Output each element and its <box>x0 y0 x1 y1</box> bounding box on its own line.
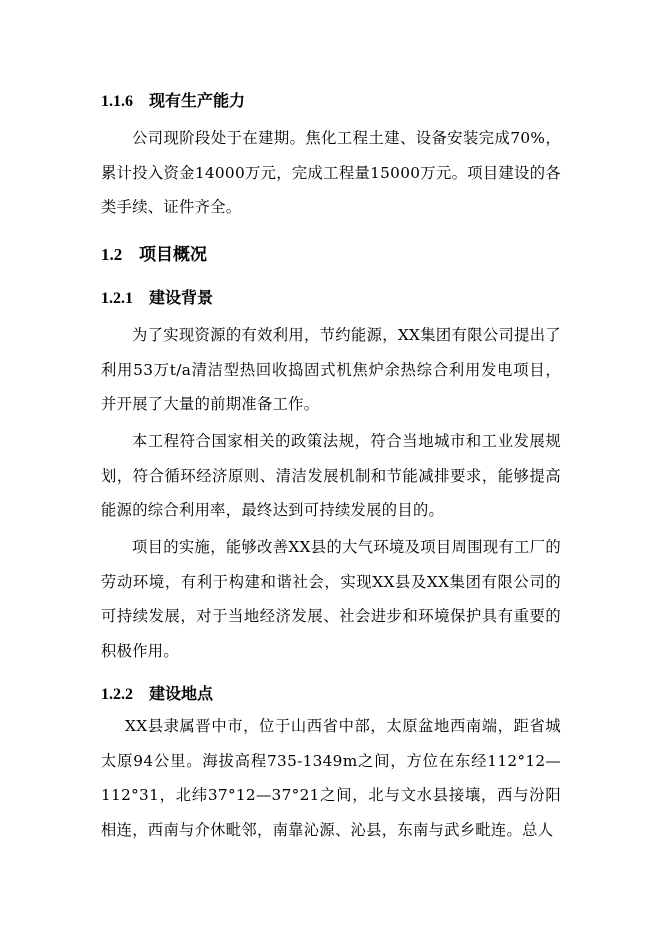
paragraph: 项目的实施，能够改善XX县的大气环境及项目周围现有工厂的劳动环境，有利于构建和谐社会，实现XX县及XX集团有限公司的可持续发展，对于当地经济发展、社会进步和环境保护具有重要的积极作用。 <box>101 538 561 660</box>
paragraph: 为了实现资源的有效利用，节约能源，XX集团有限公司提出了利用53万t/a清洁型热回收捣固式机焦炉余热综合利用发电项目，并开展了大量的前期准备工作。 <box>101 326 561 413</box>
heading-title: 建设背景 <box>149 288 214 307</box>
heading-1-2-2 <box>101 681 213 704</box>
heading-1-2 <box>101 240 207 265</box>
heading-title: 项目概况 <box>139 245 207 265</box>
heading-number: 1.1.6 <box>101 93 133 110</box>
heading-title: 建设地点 <box>149 684 214 703</box>
heading-title: 现有生产能力 <box>149 91 246 110</box>
heading-1-2-1 <box>101 285 213 308</box>
heading-number: 1.2 <box>101 245 123 264</box>
paragraph: XX县隶属晋中市，位于山西省中部，太原盆地西南端，距省城太原94公里。海拔高程735-1349m之间，方位在东经112°12—112°31，北纬37°12—37°21之间，北与文水县接壤，西与汾阳相连，西南与介休毗邻，南靠沁源、沁县，东南与武乡毗连。总人 <box>101 717 561 839</box>
heading-1-1-6 <box>101 88 245 111</box>
paragraph: 本工程符合国家相关的政策法规，符合当地城市和工业发展规划，符合循环经济原则、清洁发展机制和节能减排要求，能够提高能源的综合利用率，最终达到可持续发展的目的。 <box>101 432 561 519</box>
heading-number: 1.2.1 <box>101 290 133 307</box>
heading-number: 1.2.2 <box>101 686 133 703</box>
paragraph: 公司现阶段处于在建期。焦化工程土建、设备安装完成70%，累计投入资金14000万元，完成工程量15000万元。项目建设的各类手续、证件齐全。 <box>101 129 561 216</box>
